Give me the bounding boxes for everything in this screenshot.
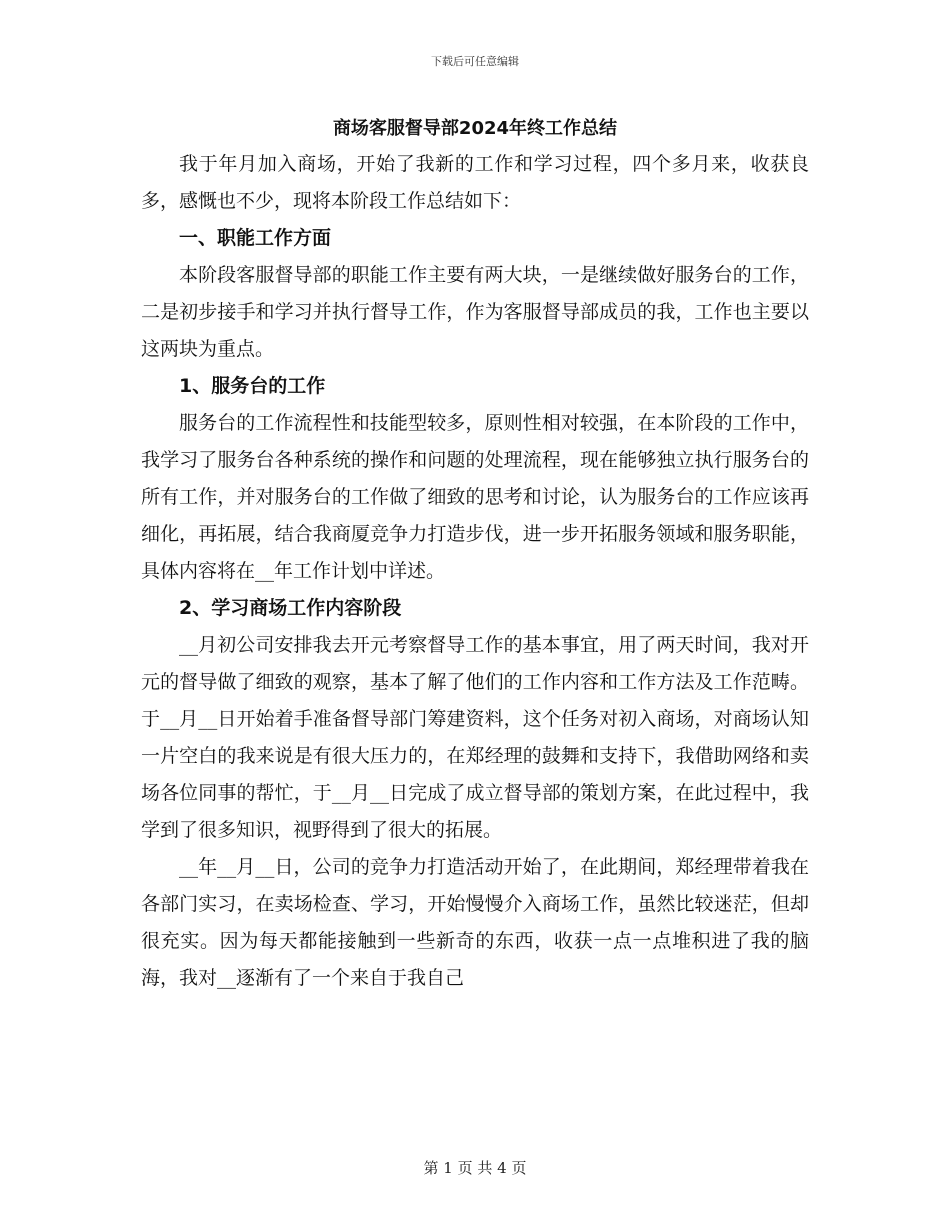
subsection-heading-service-desk: 1、服务台的工作 [179,375,326,397]
functions-paragraph: 本阶段客服督导部的职能工作主要有两大块，一是继续做好服务台的工作，二是初步接手和学习并执行督导工作，作为客服督导部成员的我，工作也主要以这两块为重点。 [141,264,809,360]
document-title: 商场客服督导部2024年终工作总结 [332,118,618,139]
competitiveness-paragraph: __年__月__日，公司的竞争力打造活动开始了，在此期间，郑经理带着我在各部门实习，在卖场检查、学习，开始慢慢介入商场工作，虽然比较迷茫，但却很充实。因为每天都能接触到一些新奇的东西，收获一点一点堆积进了我的脑海，我对__逐渐有了一个来自于我自己 [141,856,809,989]
document-body [141,146,809,997]
intro-paragraph: 我于年月加入商场，开始了我新的工作和学习过程，四个多月来，收获良多，感慨也不少，现将本阶段工作总结如下： [141,153,809,212]
page-header: 下载后可任意编辑 [431,55,519,68]
subsection-heading-learning: 2、学习商场工作内容阶段 [179,597,402,619]
learning-paragraph: __月初公司安排我去开元考察督导工作的基本事宜，用了两天时间，我对开元的督导做了细致的观察，基本了解了他们的工作内容和工作方法及工作范畴。于__月__日开始着手准备督导部门筹建资料，这个任务对初入商场，对商场认知一片空白的我来说是有很大压力的，在郑经理的鼓舞和支持下，我借助网络和卖场各位同事的帮忙，于__月__日完成了成立督导部的策划方案，在此过程中，我学到了很多知识，视野得到了很大的拓展。 [141,634,809,841]
section-heading-functions: 一、职能工作方面 [179,227,332,249]
service-desk-paragraph: 服务台的工作流程性和技能型较多，原则性相对较强，在本阶段的工作中，我学习了服务台各种系统的操作和问题的处理流程，现在能够独立执行服务台的所有工作，并对服务台的工作做了细致的思考和讨论，认为服务台的工作应该再细化，再拓展，结合我商厦竞争力打造步伐，进一步开拓服务领域和服务职能，具体内容将在__年工作计划中详述。 [141,412,809,582]
page-footer: 第 1 页 共 4 页 [423,1159,527,1177]
